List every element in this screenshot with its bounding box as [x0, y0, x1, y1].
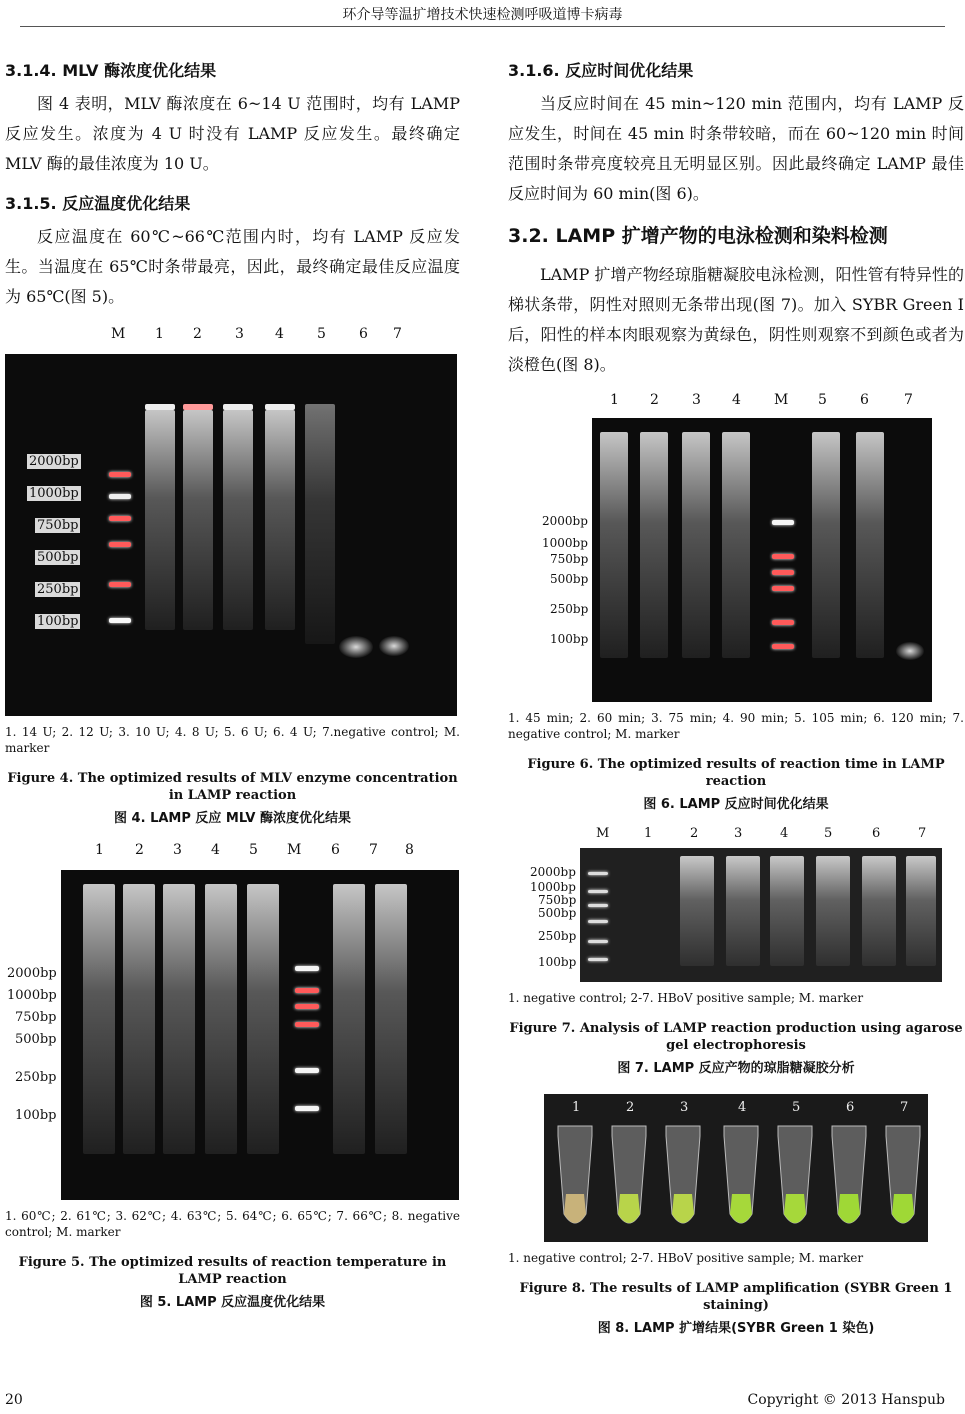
figure-7-title-cn: 图 7. LAMP 反应产物的琼脂糖凝胶分析	[617, 1061, 855, 1076]
lane-label: 2	[193, 326, 202, 342]
lane-label: 7	[393, 326, 402, 342]
marker-label: 1000bp	[542, 536, 588, 550]
section-3-1-5-heading: 3.1.5. 反应温度优化结果	[5, 194, 191, 213]
section-3-1-4-heading: 3.1.4. MLV 酶浓度优化结果	[5, 61, 217, 80]
figure-5	[5, 842, 460, 1202]
lane-label: 5	[317, 326, 326, 342]
marker-label: 750bp	[15, 1010, 57, 1025]
figure-6-title-cn: 图 6. LAMP 反应时间优化结果	[643, 797, 829, 812]
section-3-1-6-text: 当反应时间在 45 min~120 min 范围内，均有 LAMP 反应发生，时间在 45 min 时条带较暗，而在 60~120 min 时间范围时条带亮度较亮且无明显区别。因此最终确定 LAMP 最佳反应时间为 60 min(图 6)。	[508, 94, 964, 203]
figure-8-tubes-drawing	[544, 1094, 928, 1242]
figure-7-title-en: Figure 7. Analysis of LAMP reaction production using agarose gel electrophoresis	[509, 1021, 963, 1053]
figure-5-lane-labels	[5, 842, 460, 862]
section-3-2-text: LAMP 扩增产物经琼脂糖凝胶电泳检测，阳性管有特异性的梯状条带，阴性对照则无条带出现(图 7)。加入 SYBR Green I 后，阳性的样本肉眼观察为黄绿色，阴性则观察不到颜色或者为淡橙色(图 8)。	[508, 265, 964, 374]
figure-5-title-en: Figure 5. The optimized results of reaction temperature in LAMP reaction	[18, 1255, 447, 1287]
lane-label: 6	[331, 842, 340, 858]
lane-label: 4	[732, 392, 741, 408]
tube-label: 4	[738, 1100, 747, 1115]
lane-label: 1	[155, 326, 164, 342]
lane-label: 3	[235, 326, 244, 342]
figure-8-title-cn: 图 8. LAMP 扩增结果(SYBR Green 1 染色)	[597, 1321, 875, 1336]
tube-label: 7	[900, 1100, 909, 1115]
right-column	[508, 58, 964, 1336]
section-3-1-4-text: 图 4 表明，MLV 酶浓度在 6~14 U 范围时，均有 LAMP 反应发生。浓度为 4 U 时没有 LAMP 反应发生。最终确定 MLV 酶的最佳浓度为 10 U。	[5, 94, 460, 173]
lane-label: 2	[135, 842, 144, 858]
left-column	[5, 58, 460, 1310]
lane-label: 3	[734, 826, 743, 841]
figure-4-gel-image	[5, 354, 457, 716]
figure-4-lane-labels	[5, 326, 457, 346]
lane-label: 5	[249, 842, 258, 858]
lane-label: 2	[650, 392, 659, 408]
figure-8	[508, 1094, 964, 1244]
marker-label: 500bp	[15, 1032, 57, 1047]
figure-6-legend: 1. 45 min; 2. 60 min; 3. 75 min; 4. 90 min; 5. 105 min; 6. 120 min; 7. negative control; M. marker	[508, 711, 964, 741]
marker-label: 750bp	[37, 518, 79, 533]
lane-label: 6	[860, 392, 869, 408]
figure-7	[508, 826, 964, 984]
lane-label: 1	[95, 842, 104, 858]
lane-label: 8	[405, 842, 414, 858]
lane-label: 3	[173, 842, 182, 858]
marker-label: 2000bp	[7, 966, 57, 981]
lane-label: 1	[644, 826, 653, 841]
marker-label: 500bp	[37, 550, 79, 565]
marker-label: 250bp	[550, 602, 589, 616]
figure-4-title-en: Figure 4. The optimized results of MLV enzyme concentration in LAMP reaction	[7, 771, 458, 803]
page-number: 20	[5, 1392, 23, 1408]
figure-4	[5, 326, 457, 718]
tube-label: 1	[572, 1100, 581, 1115]
lane-label: 3	[692, 392, 701, 408]
lane-label: 5	[818, 392, 827, 408]
marker-label: 100bp	[15, 1108, 57, 1123]
marker-label: 1000bp	[530, 880, 576, 894]
marker-label: 100bp	[550, 632, 589, 646]
marker-label: 500bp	[538, 906, 577, 920]
marker-label: 2000bp	[542, 514, 588, 528]
tube-label: 5	[792, 1100, 801, 1115]
lane-label: M	[111, 326, 126, 342]
figure-6-title-en: Figure 6. The optimized results of reaction time in LAMP reaction	[527, 757, 945, 789]
figure-7-legend: 1. negative control; 2-7. HBoV positive sample; M. marker	[508, 991, 864, 1005]
lane-label: 6	[872, 826, 881, 841]
lane-label: 7	[918, 826, 927, 841]
lane-label: M	[774, 392, 789, 408]
marker-label: 250bp	[538, 929, 577, 943]
marker-label: 500bp	[550, 572, 589, 586]
marker-label: 1000bp	[29, 486, 79, 501]
marker-label: 250bp	[37, 582, 79, 597]
header-rule	[20, 26, 945, 27]
section-3-1-6-heading: 3.1.6. 反应时间优化结果	[508, 61, 694, 80]
lane-label: 2	[690, 826, 699, 841]
marker-label: 2000bp	[530, 865, 576, 879]
figure-4-legend: 1. 14 U; 2. 12 U; 3. 10 U; 4. 8 U; 5. 6 U; 6. 4 U; 7.negative control; M. marker	[5, 725, 460, 755]
lane-label: M	[287, 842, 302, 858]
lane-label: M	[596, 826, 610, 841]
figure-8-title-en: Figure 8. The results of LAMP amplification (SYBR Green 1 staining)	[519, 1281, 953, 1313]
lane-label: 1	[610, 392, 619, 408]
tube-label: 2	[626, 1100, 635, 1115]
figure-7-gel-image	[580, 848, 942, 982]
lane-label: 4	[275, 326, 284, 342]
figure-5-gel-image	[61, 870, 459, 1200]
marker-label: 750bp	[550, 552, 589, 566]
section-3-1-5-text: 反应温度在 60℃~66℃范围内时，均有 LAMP 反应发生。当温度在 65℃时条带最亮，因此，最终确定最佳反应温度为 65℃(图 5)。	[5, 227, 460, 306]
lane-label: 7	[369, 842, 378, 858]
marker-label: 1000bp	[7, 988, 57, 1003]
figure-5-legend: 1. 60℃; 2. 61℃; 3. 62℃; 4. 63℃; 5. 64℃; 6. 65℃; 7. 66℃; 8. negative control; M. marker	[5, 1209, 460, 1239]
figure-8-tube-photo	[544, 1094, 928, 1242]
marker-label: 100bp	[37, 614, 79, 629]
marker-label: 2000bp	[29, 454, 79, 469]
marker-label: 250bp	[15, 1070, 57, 1085]
figure-6-gel-image	[592, 418, 932, 702]
marker-label: 750bp	[538, 893, 577, 907]
figure-6	[508, 392, 964, 704]
lane-label: 7	[904, 392, 913, 408]
tube-label: 6	[846, 1100, 855, 1115]
figure-5-title-cn: 图 5. LAMP 反应温度优化结果	[139, 1295, 326, 1310]
marker-label: 100bp	[538, 955, 577, 969]
tube-label: 3	[680, 1100, 689, 1115]
running-header: 环介导等温扩增技术快速检测呼吸道博卡病毒	[342, 7, 623, 23]
figure-8-legend: 1. negative control; 2-7. HBoV positive sample; M. marker	[508, 1251, 864, 1265]
copyright-notice: Copyright © 2013 Hanspub	[747, 1392, 945, 1408]
lane-label: 4	[780, 826, 789, 841]
lane-label: 6	[359, 326, 368, 342]
figure-7-lane-labels	[508, 826, 964, 844]
lane-label: 5	[824, 826, 833, 841]
figure-6-lane-labels	[508, 392, 964, 412]
figure-4-title-cn: 图 4. LAMP 反应 MLV 酶浓度优化结果	[114, 811, 351, 826]
lane-label: 4	[211, 842, 220, 858]
section-3-2-heading: 3.2. LAMP 扩增产物的电泳检测和染料检测	[508, 225, 888, 247]
